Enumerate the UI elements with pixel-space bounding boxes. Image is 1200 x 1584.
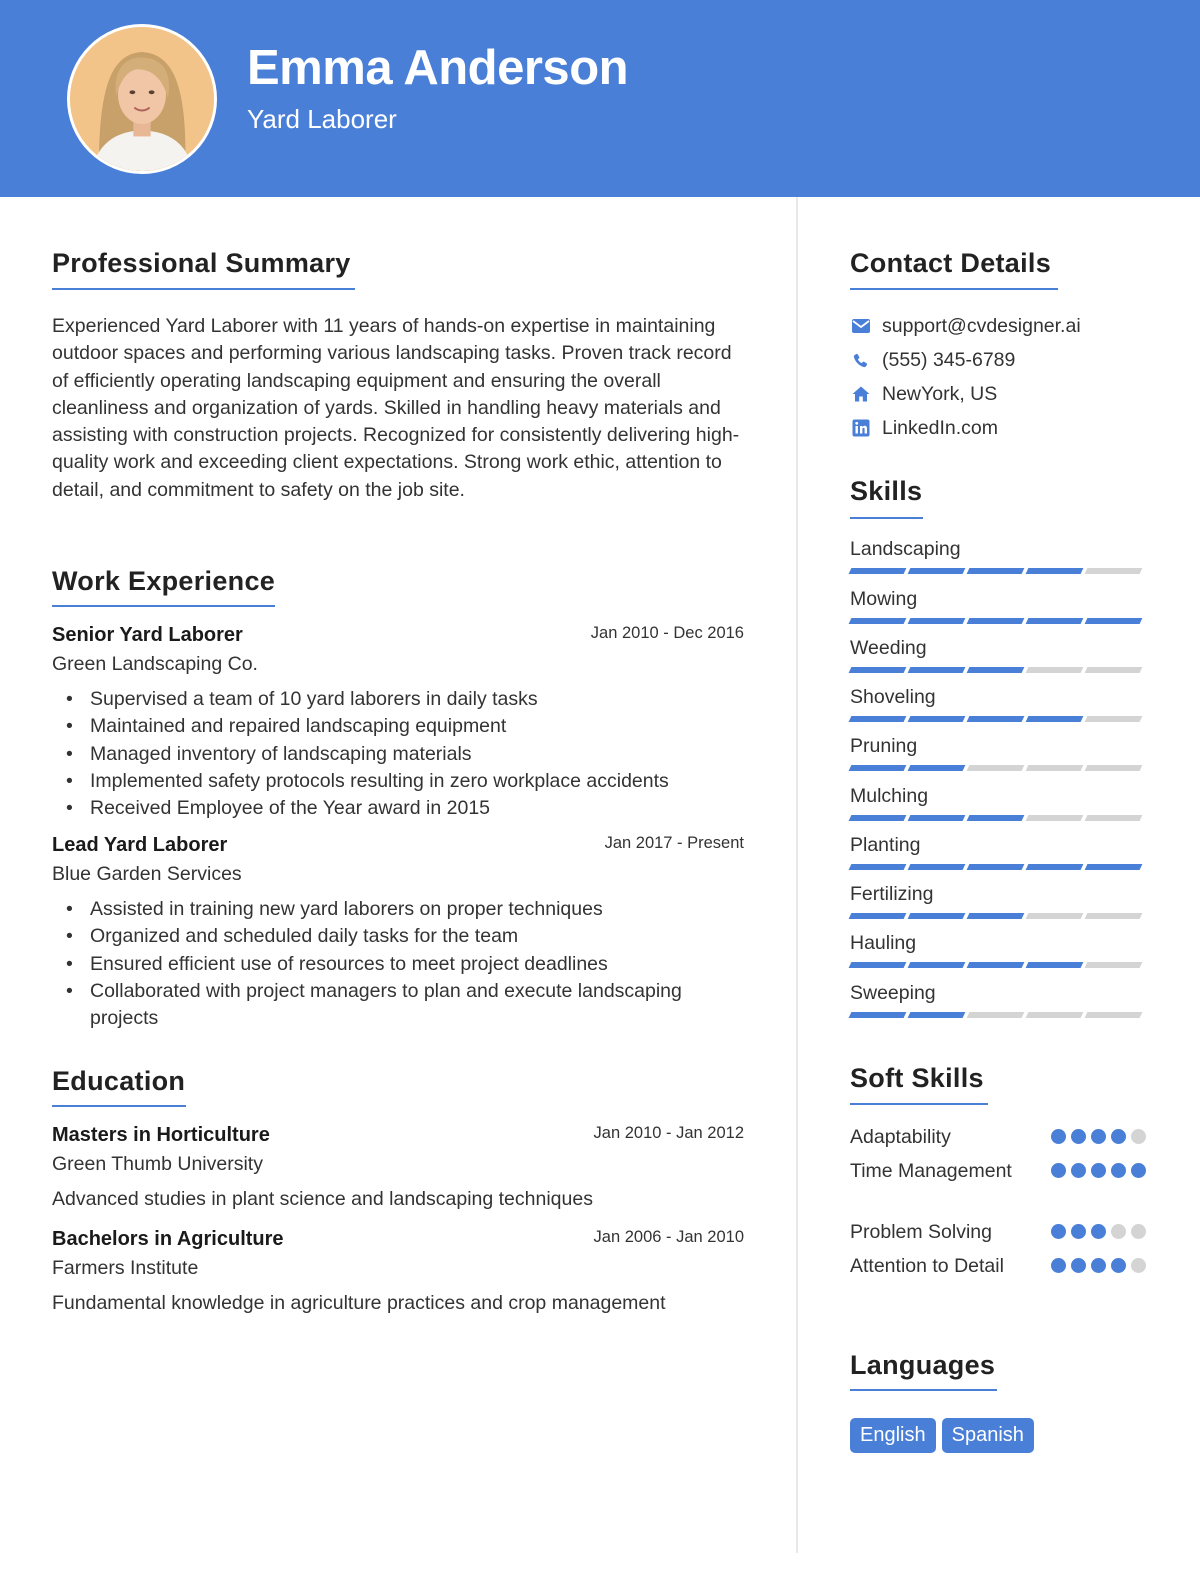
soft-skills-underline: [850, 1103, 988, 1105]
rating-dot-filled: [1071, 1129, 1086, 1144]
summary-underline: [52, 288, 355, 290]
skill-label: Landscaping: [850, 538, 961, 560]
job-bullet: • Received Employee of the Year award in 2015: [52, 795, 744, 822]
rating-dot-filled: [1091, 1258, 1106, 1273]
skill-segment-filled: [908, 815, 966, 821]
skill-level-bar: [850, 667, 1145, 673]
skill-item: [850, 785, 1145, 821]
skill-item: [850, 883, 1145, 919]
contact-underline: [850, 288, 1058, 290]
skill-segment-filled: [908, 962, 966, 968]
contact-linkedin[interactable]: [850, 415, 998, 441]
job-bullet-list: [52, 896, 744, 1032]
skill-segment-filled: [849, 618, 907, 624]
rating-dot-empty: [1131, 1129, 1146, 1144]
rating-dot-filled: [1051, 1129, 1066, 1144]
summary-text: Experienced Yard Laborer with 11 years of hands-on expertise in maintaining outdoor spaces and performing various landscaping tasks. Proven track record of efficiently operating landscaping equipment and ensuring the overall cleanliness and organization of yards. Skilled in handling heavy materials and assisting with construction projects. Recognized for consistently delivering high-quality work and exceeding client expectations. Strong work ethic, attention to detail, and commitment to safety on the job site.: [52, 315, 740, 501]
skill-segment-empty: [1026, 913, 1084, 919]
skill-segment-filled: [967, 618, 1025, 624]
skill-label: Sweeping: [850, 982, 936, 1004]
home-icon: [850, 383, 872, 405]
skill-segment-empty: [1085, 568, 1143, 574]
skill-label: Hauling: [850, 932, 917, 954]
linkedin-icon: [850, 417, 872, 439]
soft-skill-rating: [1051, 1129, 1146, 1144]
skill-label: Fertilizing: [850, 883, 934, 905]
job-bullet: • Collaborated with project managers to plan and execute landscaping projects: [52, 978, 744, 1033]
skill-segment-empty: [1085, 716, 1143, 722]
language-badge-english: English: [850, 1418, 936, 1453]
job-bullet: • Maintained and repaired landscaping equipment: [52, 713, 744, 740]
skill-segment-filled: [967, 962, 1025, 968]
column-divider: [796, 197, 798, 1553]
education-entry: [52, 1228, 744, 1315]
soft-skills-heading: Soft Skills: [850, 1063, 984, 1093]
soft-skill-item: [850, 1158, 1146, 1185]
education-description: Fundamental knowledge in agriculture practices and crop management: [52, 1292, 666, 1314]
skill-level-bar: [850, 716, 1145, 722]
skill-segment-filled: [1026, 716, 1084, 722]
skill-label: Pruning: [850, 735, 918, 757]
skill-segment-filled: [908, 667, 966, 673]
job-role: Senior Yard Laborer: [52, 624, 243, 646]
skill-item: [850, 982, 1145, 1018]
portrait-image: [70, 27, 214, 171]
rating-dot-empty: [1131, 1258, 1146, 1273]
rating-dot-filled: [1051, 1258, 1066, 1273]
skill-segment-filled: [849, 716, 907, 722]
job-bullet: • Managed inventory of landscaping materials: [52, 741, 744, 768]
skills-underline: [850, 517, 923, 519]
skill-segment-empty: [1085, 815, 1143, 821]
skill-segment-filled: [1026, 864, 1084, 870]
skill-level-bar: [850, 962, 1145, 968]
contact-phone[interactable]: [850, 347, 1015, 373]
summary-heading: Professional Summary: [52, 248, 351, 278]
soft-skill-label: Problem Solving: [850, 1221, 992, 1243]
rating-dot-filled: [1091, 1163, 1106, 1178]
skill-item: [850, 735, 1145, 771]
soft-skill-label: Adaptability: [850, 1126, 951, 1148]
language-list: [850, 1418, 1034, 1453]
profile-photo: [67, 24, 217, 174]
skill-segment-filled: [908, 864, 966, 870]
job-date: Jan 2017 - Present: [604, 834, 744, 852]
soft-skill-label: Attention to Detail: [850, 1255, 1004, 1277]
skill-item: [850, 588, 1145, 624]
skill-segment-empty: [1026, 1012, 1084, 1018]
skill-segment-filled: [967, 815, 1025, 821]
envelope-icon: [850, 315, 872, 337]
skill-segment-filled: [908, 716, 966, 722]
skill-segment-empty: [1026, 765, 1084, 771]
skill-segment-filled: [1085, 864, 1143, 870]
skill-segment-filled: [967, 667, 1025, 673]
skill-segment-empty: [1085, 962, 1143, 968]
experience-heading: Work Experience: [52, 566, 276, 596]
skill-level-bar: [850, 618, 1145, 624]
education-school: Green Thumb University: [52, 1153, 263, 1175]
job-company: Green Landscaping Co.: [52, 653, 258, 675]
skill-segment-filled: [967, 913, 1025, 919]
soft-skill-item: [850, 1253, 1146, 1280]
skill-segment-filled: [849, 568, 907, 574]
skill-segment-filled: [967, 716, 1025, 722]
skill-segment-empty: [1085, 1012, 1143, 1018]
skill-level-bar: [850, 1012, 1145, 1018]
skill-segment-filled: [908, 618, 966, 624]
skill-segment-empty: [1026, 667, 1084, 673]
skill-segment-filled: [1085, 618, 1143, 624]
job-entry: [52, 834, 744, 1032]
skill-segment-filled: [967, 864, 1025, 870]
education-school: Farmers Institute: [52, 1257, 199, 1279]
job-bullet: • Supervised a team of 10 yard laborers in daily tasks: [52, 686, 744, 713]
rating-dot-empty: [1131, 1224, 1146, 1239]
skill-segment-filled: [1026, 618, 1084, 624]
job-role: Lead Yard Laborer: [52, 834, 228, 856]
skills-heading: Skills: [850, 476, 923, 506]
job-entry: [52, 624, 744, 822]
skill-segment-empty: [1085, 667, 1143, 673]
phone-icon: [850, 349, 872, 371]
rating-dot-filled: [1051, 1163, 1066, 1178]
languages-underline: [850, 1389, 997, 1391]
rating-dot-filled: [1111, 1258, 1126, 1273]
job-bullet: • Assisted in training new yard laborers on proper techniques: [52, 896, 744, 923]
rating-dot-filled: [1091, 1129, 1106, 1144]
education-degree: Bachelors in Agriculture: [52, 1228, 284, 1250]
skill-segment-empty: [1085, 765, 1143, 771]
education-heading: Education: [52, 1066, 186, 1096]
job-date: Jan 2010 - Dec 2016: [590, 624, 744, 642]
skill-segment-filled: [908, 913, 966, 919]
skill-label: Planting: [850, 834, 921, 856]
skill-segment-filled: [967, 568, 1025, 574]
skill-segment-filled: [849, 864, 907, 870]
skill-segment-filled: [1026, 568, 1084, 574]
skill-item: [850, 834, 1145, 870]
skill-segment-filled: [1026, 962, 1084, 968]
resume-header: [0, 0, 1200, 197]
job-bullet: • Organized and scheduled daily tasks for the team: [52, 923, 744, 950]
soft-skill-rating: [1051, 1163, 1146, 1178]
skill-segment-empty: [967, 765, 1025, 771]
rating-dot-filled: [1071, 1224, 1086, 1239]
soft-skill-rating: [1051, 1258, 1146, 1273]
candidate-job-title: Yard Laborer: [247, 104, 397, 134]
rating-dot-filled: [1131, 1163, 1146, 1178]
languages-heading: Languages: [850, 1350, 996, 1380]
soft-skill-rating: [1051, 1224, 1146, 1239]
skill-item: [850, 538, 1145, 574]
contact-email[interactable]: [850, 313, 1081, 339]
soft-skill-item: [850, 1219, 1146, 1246]
skill-level-bar: [850, 568, 1145, 574]
skill-segment-filled: [908, 568, 966, 574]
job-company: Blue Garden Services: [52, 863, 242, 885]
skill-segment-filled: [849, 913, 907, 919]
job-bullet: • Ensured efficient use of resources to meet project deadlines: [52, 951, 744, 978]
skill-label: Mowing: [850, 588, 918, 610]
experience-underline: [52, 605, 275, 607]
contact-heading: Contact Details: [850, 248, 1052, 278]
skill-segment-filled: [908, 765, 966, 771]
skill-segment-empty: [967, 1012, 1025, 1018]
skill-item: [850, 686, 1145, 722]
contact-location-text: NewYork, US: [882, 382, 998, 405]
soft-skill-item: [850, 1124, 1146, 1151]
skill-level-bar: [850, 765, 1145, 771]
skill-segment-filled: [908, 1012, 966, 1018]
skill-segment-filled: [849, 667, 907, 673]
language-badge-spanish: Spanish: [942, 1418, 1034, 1453]
rating-dot-filled: [1071, 1258, 1086, 1273]
rating-dot-filled: [1111, 1129, 1126, 1144]
education-description: Advanced studies in plant science and landscaping techniques: [52, 1188, 593, 1210]
education-date: Jan 2010 - Jan 2012: [593, 1124, 744, 1142]
skill-segment-empty: [1085, 913, 1143, 919]
skill-level-bar: [850, 913, 1145, 919]
contact-linkedin-text: LinkedIn.com: [882, 416, 998, 439]
skill-item: [850, 932, 1145, 968]
education-underline: [52, 1105, 186, 1107]
soft-skill-label: Time Management: [850, 1160, 1012, 1182]
contact-email-text: support@cvdesigner.ai: [882, 314, 1081, 337]
skill-label: Weeding: [850, 637, 927, 659]
skill-segment-filled: [849, 1012, 907, 1018]
skill-segment-filled: [849, 962, 907, 968]
skill-level-bar: [850, 864, 1145, 870]
contact-phone-text: (555) 345-6789: [882, 348, 1016, 371]
rating-dot-filled: [1111, 1163, 1126, 1178]
skill-label: Shoveling: [850, 686, 936, 708]
skill-item: [850, 637, 1145, 673]
job-bullet-list: [52, 686, 744, 822]
rating-dot-filled: [1071, 1163, 1086, 1178]
skill-segment-filled: [849, 815, 907, 821]
candidate-name: Emma Anderson: [247, 41, 629, 95]
rating-dot-filled: [1051, 1224, 1066, 1239]
education-entry: [52, 1124, 744, 1211]
skill-level-bar: [850, 815, 1145, 821]
education-date: Jan 2006 - Jan 2010: [593, 1228, 744, 1246]
rating-dot-empty: [1111, 1224, 1126, 1239]
education-degree: Masters in Horticulture: [52, 1124, 270, 1146]
rating-dot-filled: [1091, 1224, 1106, 1239]
skill-segment-filled: [849, 765, 907, 771]
contact-location: [850, 381, 997, 407]
skill-label: Mulching: [850, 785, 929, 807]
skill-segment-empty: [1026, 815, 1084, 821]
job-bullet: • Implemented safety protocols resulting in zero workplace accidents: [52, 768, 744, 795]
